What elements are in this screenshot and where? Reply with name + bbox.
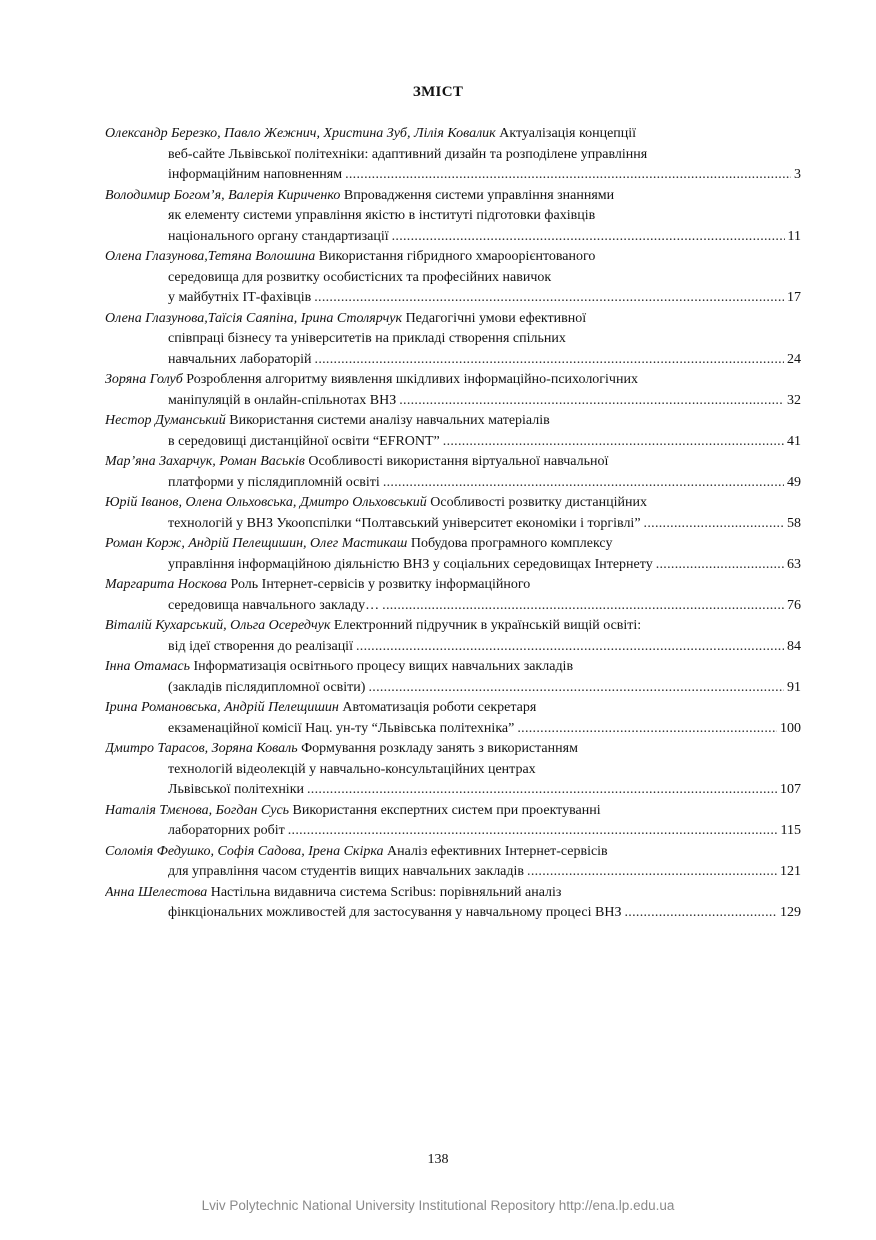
toc-entry	[105, 534, 801, 575]
toc-entry	[105, 801, 801, 842]
toc-entry-line	[105, 678, 801, 699]
toc-entry-authors: Віталій Кухарський, Ольга Осередчук	[105, 618, 331, 633]
toc-entry-page: 3	[794, 167, 801, 182]
toc-entry-text	[105, 188, 614, 203]
toc-entry-line	[105, 452, 801, 473]
toc-entry-page: 121	[780, 864, 801, 879]
toc-entry-title: Автоматизація роботи секретаря	[342, 700, 537, 715]
toc-entry-authors: Зоряна Голуб	[105, 372, 183, 387]
toc-entry-page: 107	[780, 782, 801, 797]
toc-entry-authors: Інна Отамась	[105, 659, 190, 674]
toc-entry-text	[105, 885, 561, 900]
toc-entry-text	[168, 350, 312, 371]
toc-entry-text	[168, 555, 653, 576]
toc-entry-page: 129	[780, 905, 801, 920]
toc-entry-line	[105, 309, 801, 330]
toc-entry-text	[105, 454, 608, 469]
toc-entry-line	[105, 637, 801, 658]
toc-entry-text	[105, 495, 647, 510]
toc-entry-line	[105, 124, 801, 145]
toc-entry-title: навчальних лабораторій	[168, 351, 312, 367]
toc-entry-title: маніпуляцій в онлайн-спільнотах ВНЗ	[168, 392, 397, 408]
toc-entry-authors: Володимир Богом’я, Валерія Кириченко	[105, 187, 341, 203]
dot-leader	[399, 391, 784, 412]
toc-entry-page: 32	[787, 392, 801, 408]
toc-entry-title: (закладів післядипломної освіти)	[168, 679, 366, 695]
toc-entry-title: Використання гібридного хмароорієнтованого	[318, 249, 596, 264]
toc-entry-text	[105, 372, 638, 387]
toc-entry-line	[105, 493, 801, 514]
toc-entry-authors: Дмитро Тарасов, Зоряна Коваль	[105, 741, 298, 756]
toc-entry-text	[168, 165, 342, 186]
toc-entry-line	[105, 473, 801, 494]
toc-entry-title: середовища навчального закладу…	[168, 597, 380, 613]
toc-entry-line	[105, 801, 801, 822]
dot-leader	[288, 821, 778, 842]
toc-entry-line	[105, 821, 801, 842]
toc-entry-title: Настільна видавнича система Scribus: порівняльний аналіз	[210, 884, 562, 900]
toc-entry-line	[105, 596, 801, 617]
toc-entry-line	[105, 534, 801, 555]
toc-entry-authors: Ірина Романовська, Андрій Пелещишин	[105, 700, 339, 715]
toc-entry-line	[105, 227, 801, 248]
dot-leader	[383, 473, 784, 494]
toc-entry-title: фінкціональних можливостей для застосування у навчальному процесі ВНЗ	[168, 905, 622, 920]
toc-entry-text	[168, 678, 365, 699]
toc-entry-title: Особливості використання віртуальної навчальної	[308, 454, 609, 469]
toc-entry-text	[105, 803, 601, 818]
dot-leader	[315, 350, 784, 371]
toc-entry	[105, 616, 801, 657]
toc-entry-authors: Маргарита Носкова	[105, 577, 228, 592]
toc-entry-title: управління інформаційною діяльністю ВНЗ у соціальних середовищах Інтернету	[168, 556, 653, 572]
toc-entry-text	[105, 700, 536, 715]
toc-entry-line	[105, 247, 801, 268]
toc-entry-text	[105, 249, 595, 264]
toc-entry-page: 91	[787, 679, 801, 695]
toc-entry-page: 49	[787, 474, 801, 490]
toc-entry-title: Використання експертних систем при проектуванні	[292, 802, 601, 818]
toc-entry	[105, 186, 801, 248]
toc-entry-title: Розроблення алгоритму виявлення шкідливих інформаційно-психологічних	[186, 372, 638, 387]
toc-entry-text	[105, 536, 612, 551]
toc-entry-line	[105, 391, 801, 412]
dot-leader	[517, 719, 777, 740]
toc-entry-title: екзаменаційної комісії Нац. ун-ту “Львівська політехніка”	[168, 720, 515, 736]
toc-entry-page: 17	[787, 290, 801, 305]
toc-entry-text	[105, 659, 573, 674]
toc-entry-title: Педагогічні умови ефективної	[405, 310, 587, 326]
toc-entry-title: інформаційним наповненням	[168, 167, 343, 182]
toc-entry-text	[168, 331, 566, 346]
toc-entry	[105, 247, 801, 309]
toc-entry	[105, 493, 801, 534]
toc-entry-page: 76	[787, 597, 801, 613]
toc-entry-line	[105, 165, 801, 186]
toc-entry-title: національного органу стандартизації	[168, 228, 389, 244]
toc-entry-page: 115	[780, 823, 801, 838]
toc-entry-line	[105, 514, 801, 535]
page-title: ЗМІСТ	[412, 84, 464, 100]
toc-entry-line	[105, 862, 801, 883]
dot-leader	[345, 165, 791, 186]
toc-entry-line	[105, 883, 801, 904]
toc-entry-title: технологій у ВНЗ Укоопспілки “Полтавський університет економіки і торгівлі”	[168, 515, 641, 531]
toc-entry-authors: Нестор Думанський	[105, 413, 226, 428]
toc-entry-line	[105, 145, 801, 166]
toc-entry-authors: Анна Шелестова	[105, 884, 208, 900]
toc-entry-authors: Роман Корж, Андрій Пелещишин, Олег Мастикаш	[105, 536, 408, 551]
dot-leader	[307, 780, 777, 801]
toc-entry-text	[168, 270, 551, 285]
toc-entry-title: лабораторних робіт	[168, 823, 285, 838]
toc-entry-line	[105, 411, 801, 432]
toc-entry-line	[105, 555, 801, 576]
toc-entry-line	[105, 288, 801, 309]
toc-entry-authors: Наталія Тмєнова, Богдан Сусь	[105, 802, 290, 818]
toc-entry-title: веб-сайте Львівської політехніки: адаптивний дизайн та розподілене управління	[168, 146, 648, 162]
toc-entry-text	[168, 147, 647, 162]
toc-entry-text	[168, 862, 524, 883]
toc-entry-page: 63	[787, 556, 801, 572]
toc-entry-title: як елементу системи управління якістю в інституті підготовки фахівців	[168, 208, 596, 223]
toc-entry-authors: Олександр Березко, Павло Жежнич, Христина Зуб, Лілія Ковалик	[105, 126, 496, 141]
toc-entry-title: Побудова програмного комплексу	[410, 536, 613, 551]
toc-entry-line	[105, 350, 801, 371]
toc-entry-title: середовища для розвитку особистісних та професійних навичок	[168, 269, 552, 285]
toc-entry-title: Формування розкладу занять з використанням	[301, 741, 578, 756]
toc-entry-title: Електронний підручник в українській вищій освіті:	[333, 618, 642, 633]
toc-entry-title: Використання системи аналізу навчальних матеріалів	[229, 413, 550, 428]
toc-entry-page: 11	[787, 228, 801, 244]
page-number: 138	[427, 1152, 449, 1167]
table-of-contents	[105, 124, 801, 924]
toc-entry-text	[168, 288, 311, 309]
toc-entry-page: 41	[787, 433, 801, 449]
toc-entry-title: Актуалізація концепції	[499, 126, 637, 141]
toc-entry-line	[105, 370, 801, 391]
dot-leader	[443, 432, 784, 453]
toc-entry-line	[105, 719, 801, 740]
toc-entry	[105, 883, 801, 924]
toc-entry-title: Аналіз ефективних Інтернет-сервісів	[387, 843, 608, 859]
toc-entry-line	[105, 329, 801, 350]
toc-entry-text	[168, 596, 379, 617]
dot-leader	[656, 555, 784, 576]
toc-entry-title: у майбутніх ІТ-фахівців	[168, 290, 312, 305]
dot-leader	[392, 227, 785, 248]
toc-entry	[105, 309, 801, 371]
dot-leader	[356, 637, 784, 658]
toc-entry-line	[105, 739, 801, 760]
toc-entry-title: Особливості розвитку дистанційних	[430, 495, 647, 510]
toc-entry	[105, 657, 801, 698]
toc-entry-authors: Олена Глазунова,Таїсія Саяпіна, Ірина Столярчук	[105, 310, 403, 326]
toc-entry	[105, 452, 801, 493]
dot-leader	[644, 514, 784, 535]
toc-entry-text	[168, 903, 622, 924]
toc-entry-text	[105, 413, 550, 428]
dot-leader	[314, 288, 784, 309]
dot-leader	[625, 903, 778, 924]
toc-entry	[105, 698, 801, 739]
toc-entry-authors: Олена Глазунова,Тетяна Волошина	[105, 249, 316, 264]
toc-entry	[105, 575, 801, 616]
toc-entry-line	[105, 432, 801, 453]
toc-entry-text	[168, 719, 514, 740]
toc-entry-title: Роль Інтернет-сервісів у розвитку інформаційного	[230, 577, 531, 592]
toc-entry-line	[105, 698, 801, 719]
repository-footer: Lviv Polytechnic National University Institutional Repository http://ena.lp.edu.ua	[201, 1198, 675, 1213]
toc-entry-page: 58	[787, 515, 801, 531]
toc-entry-line	[105, 657, 801, 678]
toc-entry-text	[168, 637, 353, 658]
toc-entry-text	[168, 227, 389, 248]
toc-entry-title: технологій відеолекцій у навчально-консультаційних центрах	[168, 761, 536, 777]
toc-entry-text	[105, 126, 636, 141]
toc-entry-page: 24	[787, 351, 801, 367]
toc-entry-title: платформи у післядипломній освіті	[168, 474, 380, 490]
toc-entry-line	[105, 268, 801, 289]
toc-entry-title: Впровадження системи управління знаннями	[343, 187, 615, 203]
toc-entry-authors: Юрій Іванов, Олена Ольховська, Дмитро Ольховський	[105, 495, 427, 510]
toc-entry-text	[168, 473, 380, 494]
toc-entry-text	[105, 311, 586, 326]
toc-entry	[105, 411, 801, 452]
toc-entry	[105, 739, 801, 801]
dot-leader	[527, 862, 777, 883]
toc-entry-text	[168, 208, 595, 223]
toc-entry-title: для управління часом студентів вищих навчальних закладів	[168, 864, 525, 879]
toc-entry-line	[105, 842, 801, 863]
toc-entry-page: 84	[787, 638, 801, 654]
toc-entry	[105, 370, 801, 411]
toc-entry-authors: Соломія Федушко, Софія Садова, Ірена Скірка	[105, 843, 384, 859]
toc-entry-line	[105, 760, 801, 781]
toc-entry	[105, 842, 801, 883]
dot-leader	[368, 678, 784, 699]
toc-entry-text	[168, 780, 304, 801]
toc-entry-text	[105, 741, 578, 756]
toc-entry-text	[168, 762, 536, 777]
toc-entry-authors: Мар’яна Захарчук, Роман Васьків	[105, 454, 305, 469]
toc-entry-title: в середовищі дистанційної освіти “EFRONT”	[168, 433, 440, 449]
toc-entry-line	[105, 780, 801, 801]
toc-entry-text	[105, 618, 641, 633]
toc-entry-line	[105, 186, 801, 207]
toc-entry-text	[105, 577, 530, 592]
toc-entry-line	[105, 206, 801, 227]
toc-entry-line	[105, 575, 801, 596]
toc-entry-text	[168, 821, 285, 842]
toc-entry-title: Львівської політехніки	[168, 782, 304, 797]
toc-entry-line	[105, 903, 801, 924]
toc-entry-text	[105, 844, 608, 859]
toc-entry-page: 100	[780, 720, 801, 736]
toc-entry-title: Інформатизація освітнього процесу вищих навчальних закладів	[193, 659, 574, 674]
toc-entry-title: від ідеї створення до реалізації	[168, 638, 353, 654]
toc-entry-title: співпраці бізнесу та університетів на прикладі створення спільних	[168, 331, 566, 346]
toc-entry-text	[168, 432, 440, 453]
dot-leader	[382, 596, 784, 617]
toc-entry	[105, 124, 801, 186]
toc-entry-line	[105, 616, 801, 637]
toc-entry-text	[168, 514, 641, 535]
toc-entry-text	[168, 391, 396, 412]
